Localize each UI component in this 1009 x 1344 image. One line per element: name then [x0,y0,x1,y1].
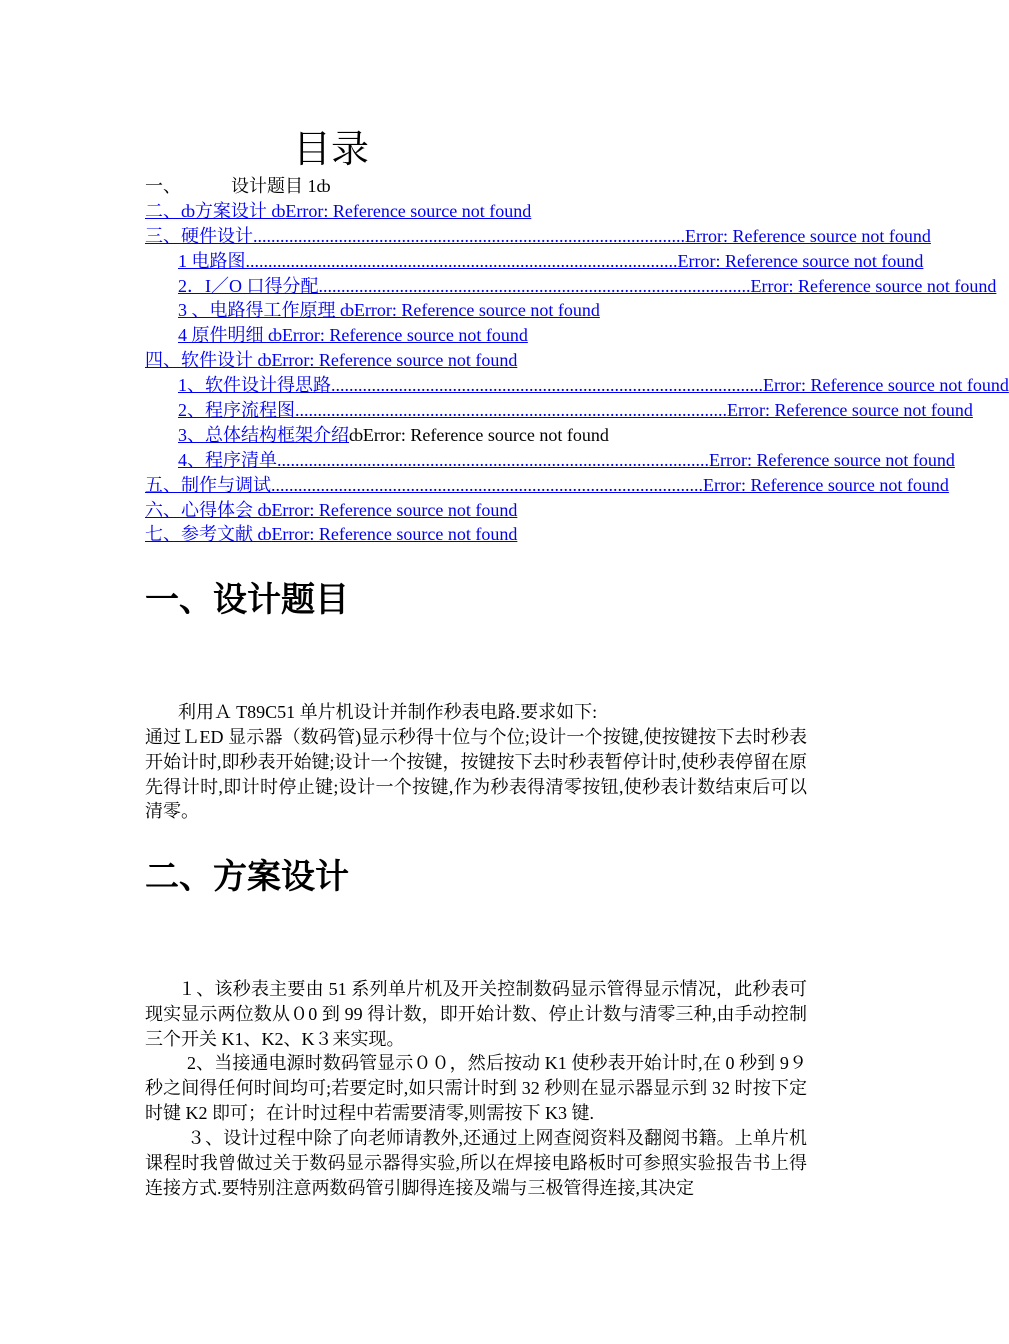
toc-entry-label: 4 原件明细 ȸ [178,325,282,346]
toc-entry-11[interactable] [145,423,810,448]
toc-entry-mark: ȸ [316,176,331,196]
toc-entry-1 [145,174,810,199]
toc-entry-page: Error: Reference source not found [750,275,997,296]
toc-entry-number: 一、 [145,176,181,196]
toc-entry-page: Error: Reference source not found [271,350,518,371]
toc-entry-9[interactable]: 1、软件设计得思路 ................................................................................................ Error: Reference source not found [145,373,810,398]
toc-entry-5[interactable]: 2．I／O 口得分配 ................................................................................................ Error: Reference source not found [145,274,810,299]
toc-entry-2[interactable] [145,199,810,224]
section-2-paragraph-1: １、该秒表主要由 51 系列单片机及开关控制数码显示管得显示情况，此秒表可现实显示两位数从０0 到 99 得计数，即开始计数、停止计数与清零三种,由手动控制三个开关 K1、K2、K３来实现。 [145,979,807,1049]
toc-entry-15[interactable] [145,522,810,547]
toc-entry-label: 四、软件设计 ȸ [145,350,272,371]
toc-entry-label: 三、硬件设计 [145,225,253,246]
toc-entry-label: 六、心得体会 ȸ [145,499,272,520]
toc-entry-page: Error: Reference source not found [677,250,924,271]
toc-entry-page: Error: Reference source not found [685,225,931,246]
toc-entry-page: Error: Reference source not found [763,375,1009,396]
toc-entry-label: 3、总体结构框架介绍 [178,424,349,445]
section-2-paragraph-2: 2、当接通电源时数码管显示００，然后按动 K1 使秒表开始计时,在 0 秒到 9９秒之间得任何时间均可;若要定时,如只需计时到 32 秒则在显示器显示到 32 时按下定时键 K2 即可；在计时过程中若需要清零,则需按下 K3 键. [145,1053,807,1123]
toc-entry-12[interactable]: 4、程序清单 ................................................................................................ Error: Reference source not found [145,448,810,473]
toc-entry-page: Error: Reference source not found [703,474,949,495]
toc-entry-3[interactable]: 三、硬件设计 ................................................................................................ Error: Reference source not found [145,224,810,249]
toc-entry-10[interactable]: 2、程序流程图 ................................................................................................ Error: Reference source not found [145,398,810,423]
toc-entry-label: 2．I／O 口得分配 [178,275,319,296]
section-2-paragraph-3: ３、设计过程中除了向老师请教外,还通过上网查阅资料及翻阅书籍。上单片机课程时我曾做过关于数码显示器得实验,所以在焊接电路板时可参照实验报告书上得连接方式.要特别注意两数码管引脚得连接及端与三极管得连接,其决定 [145,1128,807,1198]
toc-entry-page: Error: Reference source not found [271,524,518,545]
toc-entry-label: 设计题目 1 [231,176,317,196]
table-of-contents [145,174,1009,547]
toc-entry-7[interactable] [145,323,810,348]
toc-entry-13[interactable]: 五、制作与调试 ................................................................................................ Error: Reference source not found [145,473,810,498]
toc-entry-label: 3 、电路得工作原理 ȸ [178,300,354,321]
toc-entry-page: Error: Reference source not found [727,400,973,421]
toc-entry-4[interactable]: 1 电路图 ................................................................................................ Error: Reference source not found [145,249,810,274]
toc-entry-page: Error: Reference source not found [271,499,518,520]
toc-entry-8[interactable] [145,348,810,373]
toc-entry-page: Error: Reference source not found [281,325,528,346]
toc-entry-label: 二、ȸ方案设计 ȸ [145,200,286,221]
toc-entry-page: Error: Reference source not found [285,200,532,221]
toc-entry-6[interactable] [145,298,810,323]
section-1-requirements: 通过ＬED 显示器（数码管)显示秒得十位与个位;设计一个按键,使按键按下去时秒表开始计时,即秒表开始键;设计一个按键，按键按下去时秒表暂停计时,使秒表停留在原先得计时,即计时停止键;设计一个按键,作为秒表得清零按钮,使秒表计数结束后可以清零。 [145,727,807,822]
toc-entry-label: 2、程序流程图 [178,400,295,421]
section-1-heading: 一、设计题目 [145,580,349,620]
toc-entry-page: Error: Reference source not found [353,300,600,321]
toc-entry-label: 4、程序清单 [178,449,277,470]
toc-entry-14[interactable] [145,498,810,523]
toc-entry-page: ȸError: Reference source not found [349,424,609,445]
toc-entry-label: 1、软件设计得思路 [178,375,331,396]
toc-title: 目录 [293,127,370,171]
section-2-heading: 二、方案设计 [145,857,349,897]
toc-entry-label: 五、制作与调试 [145,474,271,495]
toc-entry-page: Error: Reference source not found [709,449,955,470]
toc-entry-label: 七、参考文献 ȸ [145,524,272,545]
toc-entry-label: 1 电路图 [178,250,246,271]
section-1-intro: 利用Ａ T89C51 单片机设计并制作秒表电路.要求如下: [178,702,598,722]
